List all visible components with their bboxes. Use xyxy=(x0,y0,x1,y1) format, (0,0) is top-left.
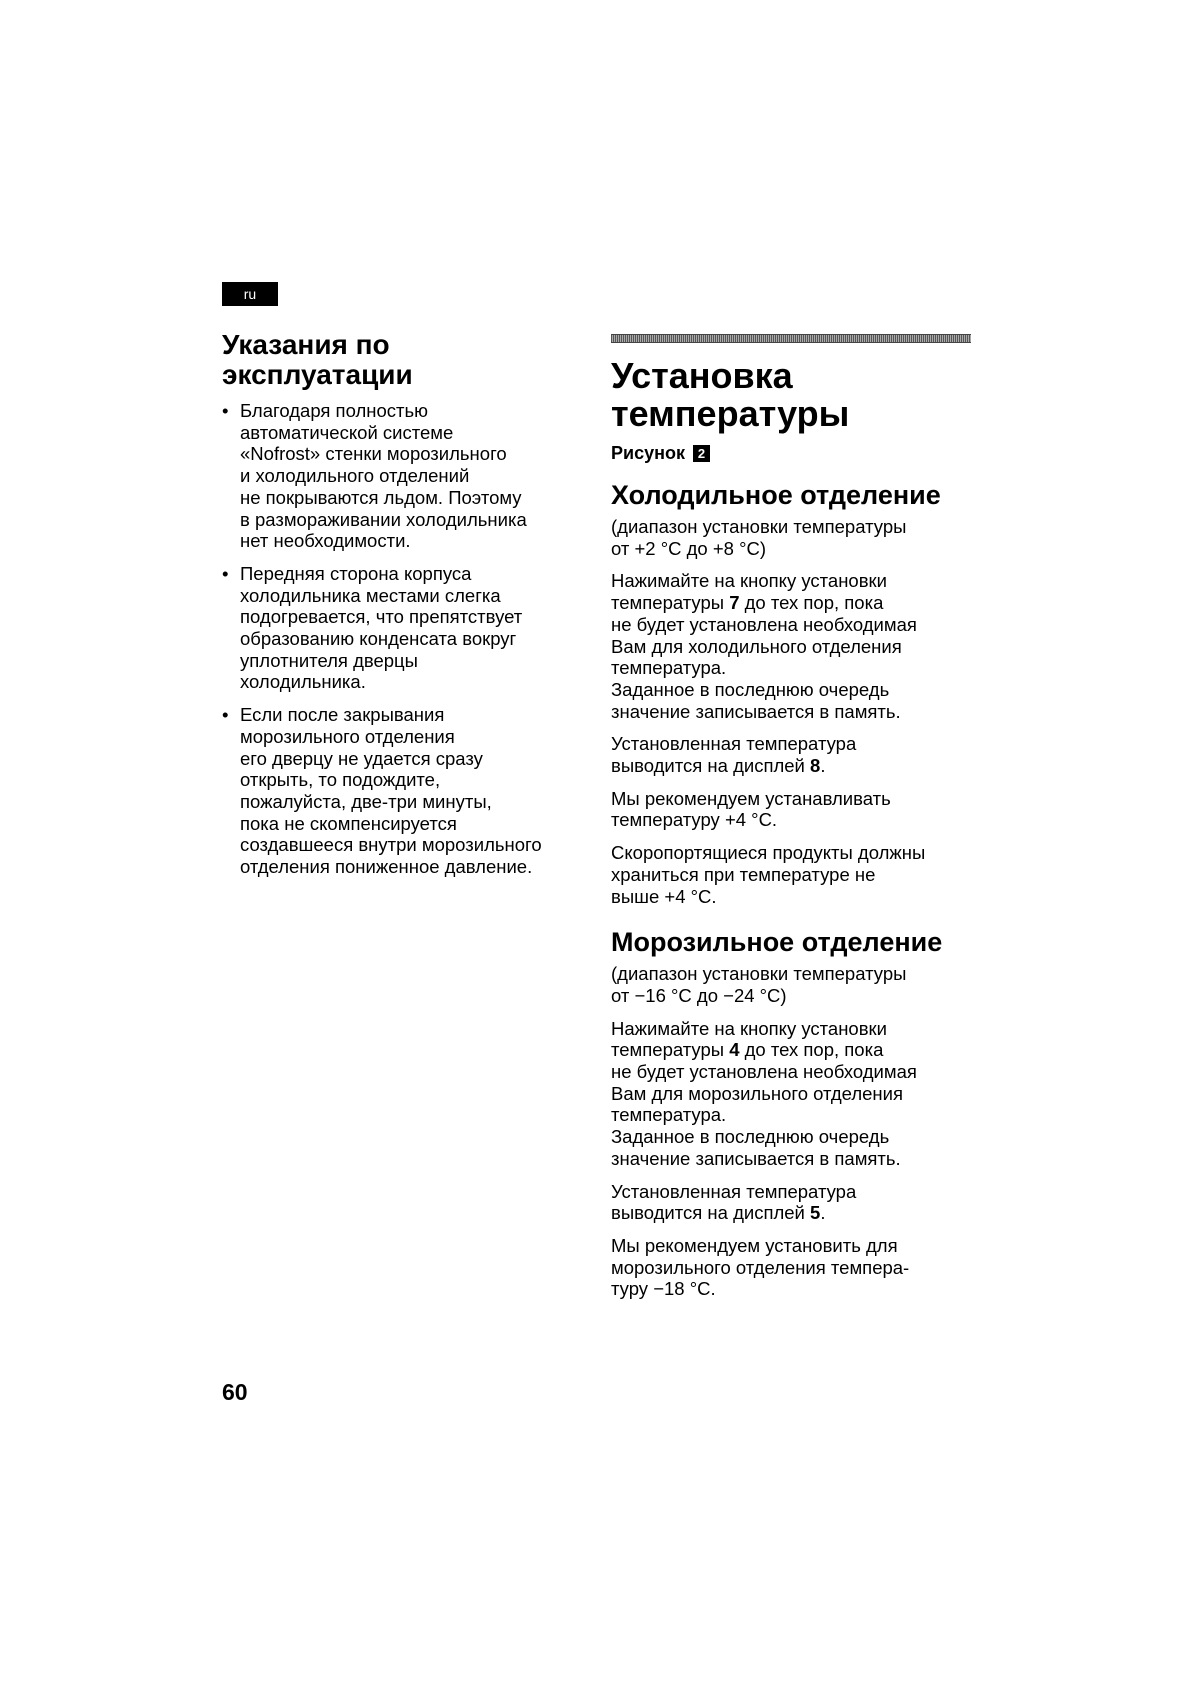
language-badge: ru xyxy=(222,282,278,306)
list-item: • Передняя сторона корпуса холодильника местами слегка подогревается, что препятствует образованию конденсата вокруг уплотнителя дверцы холодильника. xyxy=(222,562,523,693)
fridge-recommendation: Мы рекомендуем устанавливать температуру +4 °C. xyxy=(611,787,891,831)
fridge-range: (диапазон установки температуры от +2 °C до +8 °C) xyxy=(611,516,907,559)
bullet-icon: • xyxy=(222,704,229,726)
operating-notes-title: Указания по эксплуатации xyxy=(222,329,413,390)
fridge-display-note: Установленная температура выводится на дисплей 8. xyxy=(611,733,857,777)
freezer-display-note: Установленная температура выводится на дисплей 5. xyxy=(611,1180,857,1224)
fridge-perishable-note: Скоропортящиеся продукты должны храниться при температуре не выше +4 °C. xyxy=(611,842,926,907)
list-item: • Если после закрывания морозильного отделения его дверцу не удается сразу открыть, то подождите, пожалуйста, две-три минуты, пока не скомпенсируется создавшееся внутри морозильного отделения пониженное давление. xyxy=(222,704,542,878)
fridge-instructions: Нажимайте на кнопку установки температуры 7 до тех пор, пока не будет установлена необходимая Вам для холодильного отделения температура. Заданное в последнюю очередь значение записывается в память. xyxy=(611,570,917,722)
bullet-icon: • xyxy=(222,562,229,584)
left-column xyxy=(222,330,602,889)
figure-reference: Рисунок 2 xyxy=(611,443,981,464)
operating-notes-list xyxy=(222,400,602,878)
bullet-icon: • xyxy=(222,400,229,421)
page-number: 60 xyxy=(222,1379,248,1405)
list-item: • Благодаря полностью автоматической системе «Nofrost» стенки морозильного и холодильного отделений не покрываются льдом. Поэтому в размораживании холодильника нет необходимости. xyxy=(222,400,527,552)
temperature-setting-title: Установка температуры xyxy=(611,355,850,434)
right-column xyxy=(611,334,981,1300)
freezer-range: (диапазон установки температуры от −16 °C до −24 °C) xyxy=(611,963,907,1006)
freezer-heading: Морозильное отделение xyxy=(611,927,943,958)
freezer-instructions: Нажимайте на кнопку установки температуры 4 до тех пор, пока не будет установлена необходимая Вам для морозильного отделения температура. Заданное в последнюю очередь значение записывается в память. xyxy=(611,1017,917,1169)
fridge-heading: Холодильное отделение xyxy=(611,480,941,510)
figure-number-icon: 2 xyxy=(693,445,710,462)
freezer-recommendation: Мы рекомендуем установить для морозильного отделения темпера- туру −18 °C. xyxy=(611,1234,910,1300)
section-rule xyxy=(611,334,971,343)
